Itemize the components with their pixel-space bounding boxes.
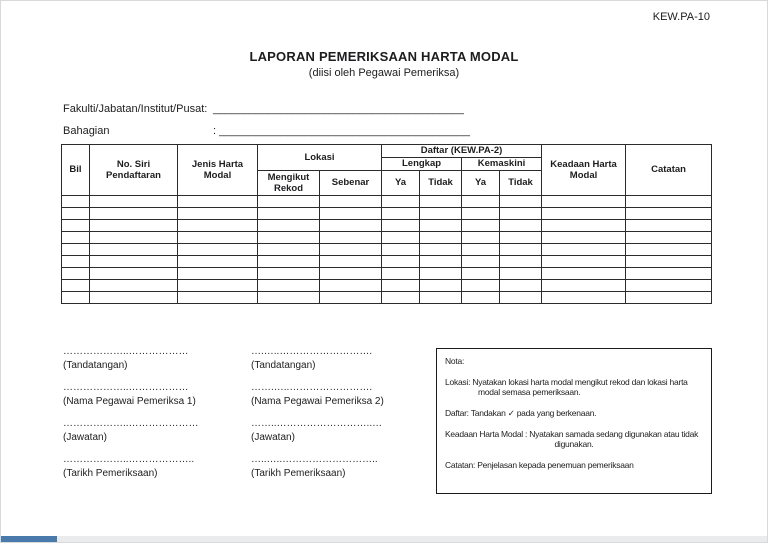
- table-cell: [462, 256, 500, 268]
- table-cell: [462, 232, 500, 244]
- table-cell: [258, 268, 320, 280]
- table-cell: [500, 256, 542, 268]
- table-cell: [420, 220, 462, 232]
- table-cell: [542, 232, 626, 244]
- table-cell: [62, 280, 90, 292]
- table-cell: [420, 292, 462, 304]
- signature-dots: …….…..…………………….: [251, 382, 373, 393]
- nota-text: Tandakan ✓ pada yang berkenaan.: [470, 407, 597, 418]
- table-cell: [626, 196, 712, 208]
- table-cell: [90, 244, 178, 256]
- table-row: [62, 292, 712, 304]
- field-bahagian: [63, 120, 470, 142]
- signature-block: [63, 417, 199, 445]
- table-cell: [542, 256, 626, 268]
- table-cell: [626, 232, 712, 244]
- nota-term: Catatan:: [445, 459, 476, 470]
- col-header-daftar: Daftar (KEW.PA-2): [382, 145, 542, 158]
- table-cell: [542, 208, 626, 220]
- table-cell: [382, 208, 420, 220]
- field-bahagian-label: Bahagian: [63, 125, 110, 137]
- table-cell: [500, 208, 542, 220]
- table-cell: [382, 256, 420, 268]
- form-subtitle: (diisi oleh Pegawai Pemeriksa): [308, 67, 460, 79]
- table-body: [62, 196, 712, 304]
- table-cell: [62, 256, 90, 268]
- col-header-lokasi: Lokasi: [258, 145, 382, 171]
- table-cell: [258, 280, 320, 292]
- signature-block: [63, 381, 199, 409]
- col-header-lengkap: Lengkap: [382, 158, 462, 171]
- signature-dots: ……..………………………..…: [251, 418, 383, 429]
- signature-dots: ………………..………………: [63, 382, 189, 393]
- table-cell: [258, 256, 320, 268]
- table-cell: [178, 268, 258, 280]
- table-cell: [258, 292, 320, 304]
- table-cell: [626, 256, 712, 268]
- table-cell: [500, 280, 542, 292]
- signature-block: [251, 345, 384, 373]
- table-cell: [320, 256, 382, 268]
- table-cell: [90, 220, 178, 232]
- table-cell: [62, 196, 90, 208]
- table-cell: [420, 196, 462, 208]
- table-cell: [90, 208, 178, 220]
- nota-item-text: [445, 377, 703, 388]
- table-cell: [420, 268, 462, 280]
- table-cell: [462, 196, 500, 208]
- table-cell: [62, 244, 90, 256]
- table-cell: [320, 220, 382, 232]
- col-header-kemaskini: Kemaskini: [462, 158, 542, 171]
- field-fakulti: [63, 98, 470, 120]
- signature-dots: ………………..…………………: [63, 418, 199, 429]
- table-cell: [420, 256, 462, 268]
- signature-column-2: [251, 345, 384, 489]
- table-cell: [178, 196, 258, 208]
- table-cell: [542, 268, 626, 280]
- form-fields: [63, 98, 470, 142]
- signature-dots: ………………..………………: [63, 346, 189, 357]
- form-code: KEW.PA-10: [652, 11, 710, 23]
- table-row: [62, 196, 712, 208]
- table-row: [62, 268, 712, 280]
- signature-dots: …..…..………………………..: [251, 454, 378, 465]
- table-cell: [320, 280, 382, 292]
- signature-column-1: [63, 345, 199, 489]
- table-cell: [62, 208, 90, 220]
- table-cell: [542, 244, 626, 256]
- table-cell: [382, 268, 420, 280]
- table-cell: [62, 220, 90, 232]
- signature-block: [251, 453, 384, 481]
- nota-text: Nyatakan samada sedang digunakan atau tidak: [529, 428, 699, 439]
- signature-label: (Tarikh Pemeriksaan): [251, 468, 346, 479]
- table-cell: [500, 268, 542, 280]
- table-row: [62, 256, 712, 268]
- table-cell: [462, 268, 500, 280]
- table-cell: [462, 280, 500, 292]
- table-cell: [320, 244, 382, 256]
- table-row: [62, 232, 712, 244]
- table-cell: [320, 268, 382, 280]
- table-cell: [462, 292, 500, 304]
- nota-term: Daftar:: [445, 407, 469, 418]
- table-cell: [542, 292, 626, 304]
- table-cell: [178, 208, 258, 220]
- signature-label: (Tarikh Pemeriksaan): [63, 468, 158, 479]
- table-cell: [626, 220, 712, 232]
- nota-item-text: [445, 408, 703, 419]
- field-fakulti-label: Fakulti/Jabatan/Institut/Pusat:: [63, 103, 208, 115]
- table-cell: [90, 292, 178, 304]
- table-cell: [178, 232, 258, 244]
- table-cell: [382, 292, 420, 304]
- col-header-tidak-kemaskini: Tidak: [500, 171, 542, 196]
- table-cell: [462, 208, 500, 220]
- table-cell: [500, 244, 542, 256]
- table-cell: [90, 268, 178, 280]
- signature-block: [251, 381, 384, 409]
- table-cell: [500, 196, 542, 208]
- col-header-ya-lengkap: Ya: [382, 171, 420, 196]
- nota-item-text: [445, 429, 703, 440]
- table-cell: [258, 244, 320, 256]
- nota-item-catatan: [445, 460, 703, 471]
- table-cell: [178, 280, 258, 292]
- nota-text-continued: digunakan.: [554, 439, 594, 450]
- col-header-bil: Bil: [62, 145, 90, 196]
- table-cell: [626, 244, 712, 256]
- nota-text-continued: modal semasa pemeriksaan.: [478, 387, 581, 398]
- table-cell: [542, 196, 626, 208]
- nota-text: Penjelasan kepada penemuan pemeriksaan: [477, 459, 634, 470]
- table-cell: [542, 220, 626, 232]
- table-row: [62, 220, 712, 232]
- col-header-keadaan: Keadaan Harta Modal: [542, 145, 626, 196]
- table-cell: [382, 196, 420, 208]
- table-cell: [258, 232, 320, 244]
- table-cell: [626, 208, 712, 220]
- table-cell: [258, 208, 320, 220]
- signature-block: [63, 345, 199, 373]
- table-cell: [258, 220, 320, 232]
- table-cell: [90, 196, 178, 208]
- assets-table: [61, 144, 712, 304]
- signature-label: (Nama Pegawai Pemeriksa 2): [251, 396, 384, 407]
- table-cell: [178, 256, 258, 268]
- nota-item-daftar: [445, 408, 703, 419]
- table-cell: [258, 196, 320, 208]
- table-row: [62, 208, 712, 220]
- col-header-sebenar: Sebenar: [320, 171, 382, 196]
- col-header-jenis: Jenis Harta Modal: [178, 145, 258, 196]
- table-cell: [382, 232, 420, 244]
- table-cell: [500, 220, 542, 232]
- signature-dots: ….…..……………………….: [251, 346, 373, 357]
- signature-dots: ………………..………………..: [63, 454, 195, 465]
- table-cell: [320, 208, 382, 220]
- signature-block: [63, 453, 199, 481]
- table-cell: [90, 256, 178, 268]
- nota-term: Keadaan Harta Modal :: [445, 428, 528, 439]
- col-header-no-siri: No. Siri Pendaftaran: [90, 145, 178, 196]
- table-cell: [420, 244, 462, 256]
- table-cell: [462, 244, 500, 256]
- nota-box: [436, 348, 712, 494]
- table-cell: [320, 196, 382, 208]
- nota-text: Nyatakan lokasi harta modal mengikut rekod dan lokasi harta: [472, 376, 688, 387]
- col-header-tidak-lengkap: Tidak: [420, 171, 462, 196]
- table-cell: [462, 220, 500, 232]
- table-cell: [178, 220, 258, 232]
- table-row: [62, 244, 712, 256]
- nota-title: Nota:: [445, 356, 465, 366]
- table-cell: [320, 292, 382, 304]
- signature-label: (Jawatan): [251, 432, 295, 443]
- signature-label: (Tandatangan): [251, 360, 316, 371]
- col-header-catatan: Catatan: [626, 145, 712, 196]
- table-cell: [626, 268, 712, 280]
- table-cell: [62, 292, 90, 304]
- table-cell: [178, 244, 258, 256]
- nota-item-text: [445, 460, 703, 471]
- field-bahagian-underline: : _________________________________________: [213, 125, 470, 137]
- table-cell: [90, 280, 178, 292]
- table-cell: [420, 280, 462, 292]
- signature-label: (Jawatan): [63, 432, 107, 443]
- table-cell: [626, 280, 712, 292]
- table-cell: [382, 244, 420, 256]
- table-cell: [382, 280, 420, 292]
- table-cell: [542, 280, 626, 292]
- nota-term: Lokasi:: [445, 376, 471, 387]
- table-cell: [62, 232, 90, 244]
- table-cell: [62, 268, 90, 280]
- table-cell: [420, 208, 462, 220]
- signature-label: (Nama Pegawai Pemeriksa 1): [63, 396, 196, 407]
- table-cell: [382, 220, 420, 232]
- table-cell: [420, 232, 462, 244]
- form-title: LAPORAN PEMERIKSAAN HARTA MODAL: [249, 49, 519, 64]
- table-cell: [178, 292, 258, 304]
- col-header-ya-kemaskini: Ya: [462, 171, 500, 196]
- table-cell: [500, 292, 542, 304]
- table-cell: [500, 232, 542, 244]
- table-cell: [626, 292, 712, 304]
- progress-bar-track[interactable]: [1, 536, 767, 542]
- table-cell: [90, 232, 178, 244]
- progress-fill: [1, 536, 57, 542]
- field-fakulti-underline: _________________________________________: [213, 103, 464, 115]
- signature-label: (Tandatangan): [63, 360, 128, 371]
- nota-item-lokasi: [445, 377, 703, 398]
- table-cell: [320, 232, 382, 244]
- table-row: [62, 280, 712, 292]
- col-header-mengikut-rekod: Mengikut Rekod: [258, 171, 320, 196]
- signature-block: [251, 417, 384, 445]
- nota-item-keadaan: [445, 429, 703, 450]
